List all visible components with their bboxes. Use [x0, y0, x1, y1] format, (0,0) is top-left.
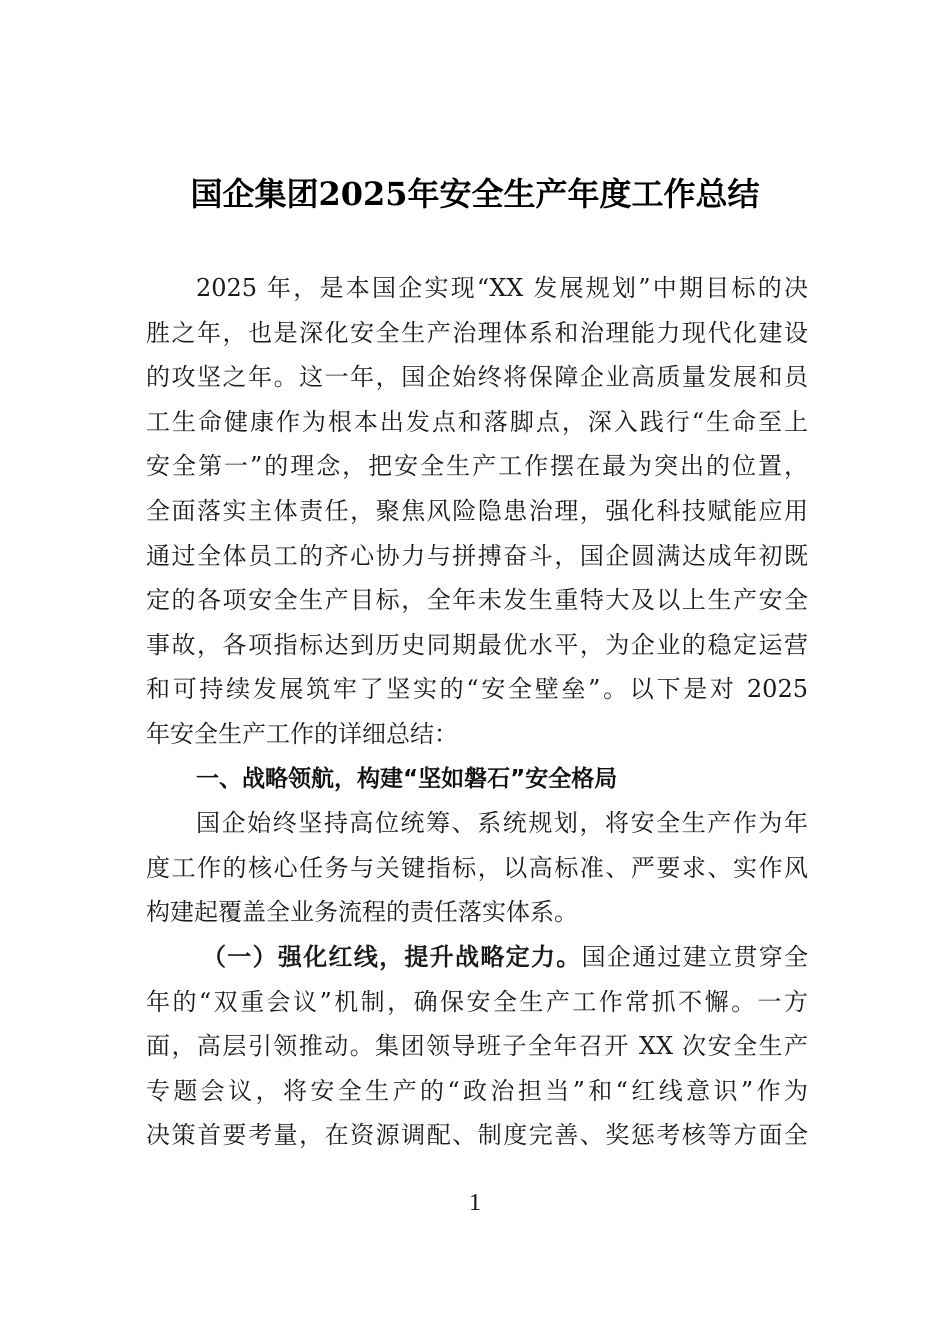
paragraph-line: 安全第一”的理念，把安全生产工作摆在最为突出的位置， — [146, 452, 808, 481]
paragraph-line: 年安全生产工作的详细总结： — [146, 719, 458, 748]
paragraph-line: 定的各项安全生产目标，全年未发生重特大及以上生产安全 — [146, 586, 808, 615]
paragraph-line: 全面落实主体责任，聚焦风险隐患治理，强化科技赋能应用 — [146, 496, 808, 525]
subsection-paragraph — [146, 935, 808, 1158]
document-body — [146, 266, 808, 1158]
subsection-lead: （一）强化红线，提升战略定力。 — [202, 941, 582, 971]
paragraph-line: 年的“双重会议”机制，确保安全生产工作常抓不懈。一方 — [146, 987, 808, 1016]
section-heading: 一、战略领航，构建“坚如磐石”安全格局 — [196, 765, 618, 792]
paragraph-line: 面，高层引领推动。集团领导班子全年召开 XX 次安全生产 — [146, 1032, 808, 1061]
paragraph-line: 通过全体员工的齐心协力与拼搏奋斗，国企圆满达成年初既 — [146, 541, 808, 570]
document-title: 国企集团2025年安全生产年度工作总结 — [190, 175, 760, 213]
paragraph-line — [146, 935, 808, 980]
paragraph-line: 和可持续发展筑牢了坚实的“安全壁垒”。以下是对 2025 — [146, 675, 808, 704]
paragraph-line: 胜之年，也是深化安全生产治理体系和治理能力现代化建设 — [146, 318, 808, 347]
paragraph-line: 构建起覆盖全业务流程的责任落实体系。 — [146, 898, 578, 927]
paragraph-line: 决策首要考量，在资源调配、制度完善、奖惩考核等方面全 — [146, 1121, 808, 1150]
paragraph-line: 专题会议，将安全生产的“政治担当”和“红线意识”作为 — [146, 1076, 808, 1105]
section-paragraph — [146, 801, 808, 935]
paragraph-line: 度工作的核心任务与关键指标，以高标准、严要求、实作风 — [146, 853, 808, 882]
paragraph-line: 事故，各项指标达到历史同期最优水平，为企业的稳定运营 — [146, 630, 808, 659]
intro-paragraph — [146, 266, 808, 757]
paragraph-line: 国企始终坚持高位统筹、系统规划，将安全生产作为年 — [196, 809, 808, 838]
paragraph-line: 2025 年，是本国企实现“XX 发展规划”中期目标的决 — [196, 274, 808, 302]
paragraph-line: 的攻坚之年。这一年，国企始终将保障企业高质量发展和员 — [146, 363, 808, 392]
paragraph-line: 工生命健康作为根本出发点和落脚点，深入践行“生命至上 — [146, 407, 808, 436]
subsection-line-text: 国企通过建立贯穿全 — [581, 942, 809, 971]
page-number: 1 — [469, 1190, 481, 1216]
